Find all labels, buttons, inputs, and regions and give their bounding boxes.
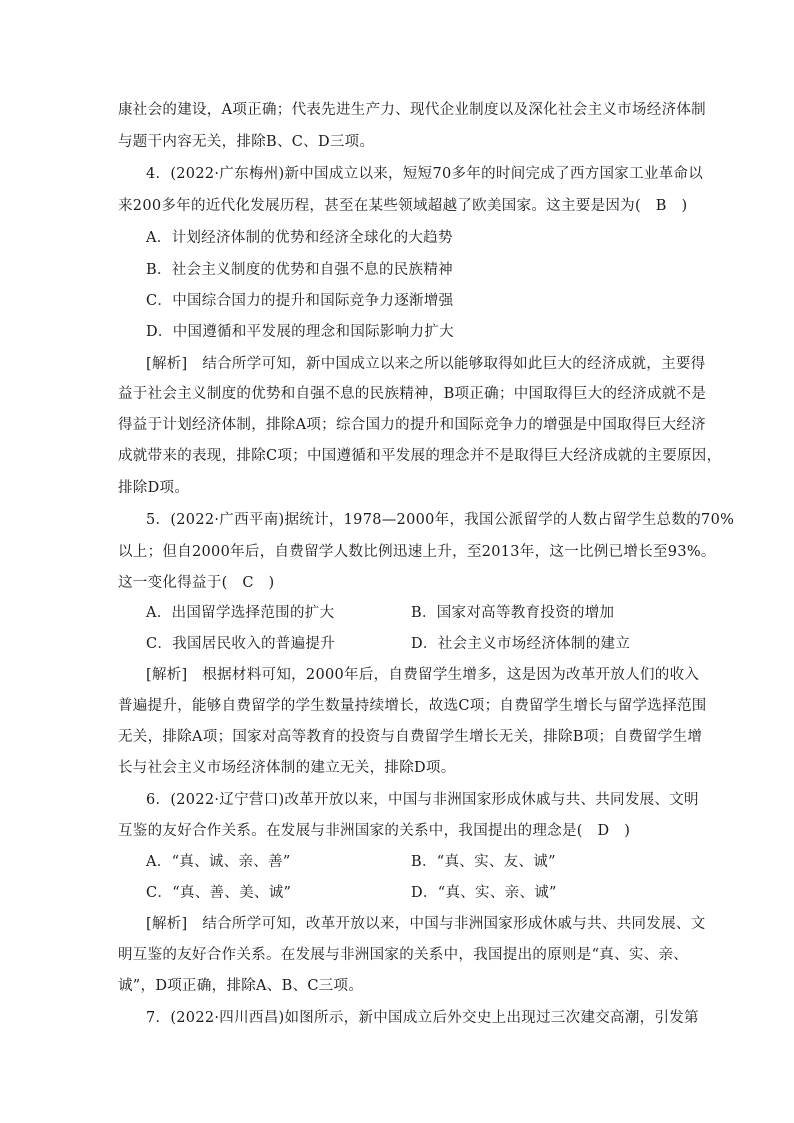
- question-6-stem: 互鉴的友好合作关系。在发展与非洲国家的关系中，我国提出的理念是( D ): [118, 823, 631, 839]
- question-6-option-a: A．“真、诚、亲、善”: [146, 854, 291, 870]
- question-5-stem: 这一变化得益于( C ): [118, 575, 275, 591]
- question-5-option-a: A．出国留学选择范围的扩大: [146, 605, 335, 621]
- question-6-option-c: C．“真、善、美、诚”: [146, 885, 292, 901]
- question-6-analysis: [解析] 结合所学可知，改革开放以来，中国与非洲国家形成休戚与共、共同发展、文: [146, 916, 706, 932]
- question-5-analysis: 无关，排除A项；国家对高等教育的投资与自费留学生增长无关，排除B项；自费留学生增: [118, 729, 703, 745]
- question-4-option-b: B．社会主义制度的优势和自强不息的民族精神: [146, 262, 453, 278]
- question-4-analysis: 得益于计划经济体制，排除A项；综合国力的提升和国际竞争力的增强是中国取得巨大经济: [118, 417, 706, 433]
- question-5-stem: 以上；但自2000年后，自费留学人数比例迅速上升，至2013年，这一比例已增长至93%。: [118, 544, 716, 560]
- question-6-stem: 6．(2022·辽宁营口)改革开放以来，中国与非洲国家形成休戚与共、共同发展、文明: [146, 792, 699, 808]
- question-5-analysis: 普遍提升，能够自费留学的学生数量持续增长，故选C项；自费留学生增长与留学选择范围: [118, 698, 707, 714]
- question-4-stem: 4．(2022·广东梅州)新中国成立以来，短短70多年的时间完成了西方国家工业革命以: [146, 166, 704, 182]
- question-4-stem: 来200多年的近代化发展历程，甚至在某些领域超越了欧美国家。这主要是因为( B ): [118, 198, 688, 214]
- question-4-option-c: C．中国综合国力的提升和国际竞争力逐渐增强: [146, 293, 454, 309]
- question-6-option-b: B．“真、实、友、诚”: [411, 854, 556, 870]
- text-line: 康社会的建设，A项正确；代表先进生产力、现代企业制度以及深化社会主义市场经济体制: [118, 102, 706, 118]
- question-4-analysis: 成就带来的表现，排除C项；中国遵循和平发展的理念并不是取得巨大经济成就的主要原因，: [118, 448, 722, 464]
- question-5-option-b: B．国家对高等教育投资的增加: [411, 605, 615, 621]
- question-5-option-d: D．社会主义市场经济体制的建立: [411, 636, 631, 652]
- question-6-analysis: 明互鉴的友好合作关系。在发展与非洲国家的关系中，我国提出的原则是“真、实、亲、: [118, 947, 689, 963]
- question-5-stem: 5．(2022·广西平南)据统计，1978—2000年，我国公派留学的人数占留学生总数的70%: [146, 512, 735, 528]
- question-5-analysis: [解析] 根据材料可知，2000年后，自费留学生增多，这是因为改革开放人们的收入: [146, 667, 700, 683]
- question-4-option-a: A．计划经济体制的优势和经济全球化的大趋势: [146, 230, 453, 246]
- question-4-analysis: 益于社会主义制度的优势和自强不息的民族精神，B项正确；中国取得巨大的经济成就不是: [118, 386, 707, 402]
- question-4-analysis: [解析] 结合所学可知，新中国成立以来之所以能够取得如此巨大的经济成就，主要得: [146, 356, 706, 372]
- question-4-option-d: D．中国遵循和平发展的理念和国际影响力扩大: [146, 324, 454, 340]
- question-7-stem: 7．(2022·四川西昌)如图所示，新中国成立后外交史上出现过三次建交高潮，引发第: [146, 1010, 699, 1026]
- question-4-analysis: 排除D项。: [118, 480, 190, 496]
- text-line: 与题干内容无关，排除B、C、D三项。: [118, 134, 375, 150]
- question-6-analysis: 诚”，D项正确，排除A、B、C三项。: [118, 978, 364, 994]
- question-5-analysis: 长与社会主义市场经济体制的建立无关，排除D项。: [118, 760, 456, 776]
- question-6-option-d: D．“真、实、亲、诚”: [411, 885, 557, 901]
- question-5-option-c: C．我国居民收入的普遍提升: [146, 636, 335, 652]
